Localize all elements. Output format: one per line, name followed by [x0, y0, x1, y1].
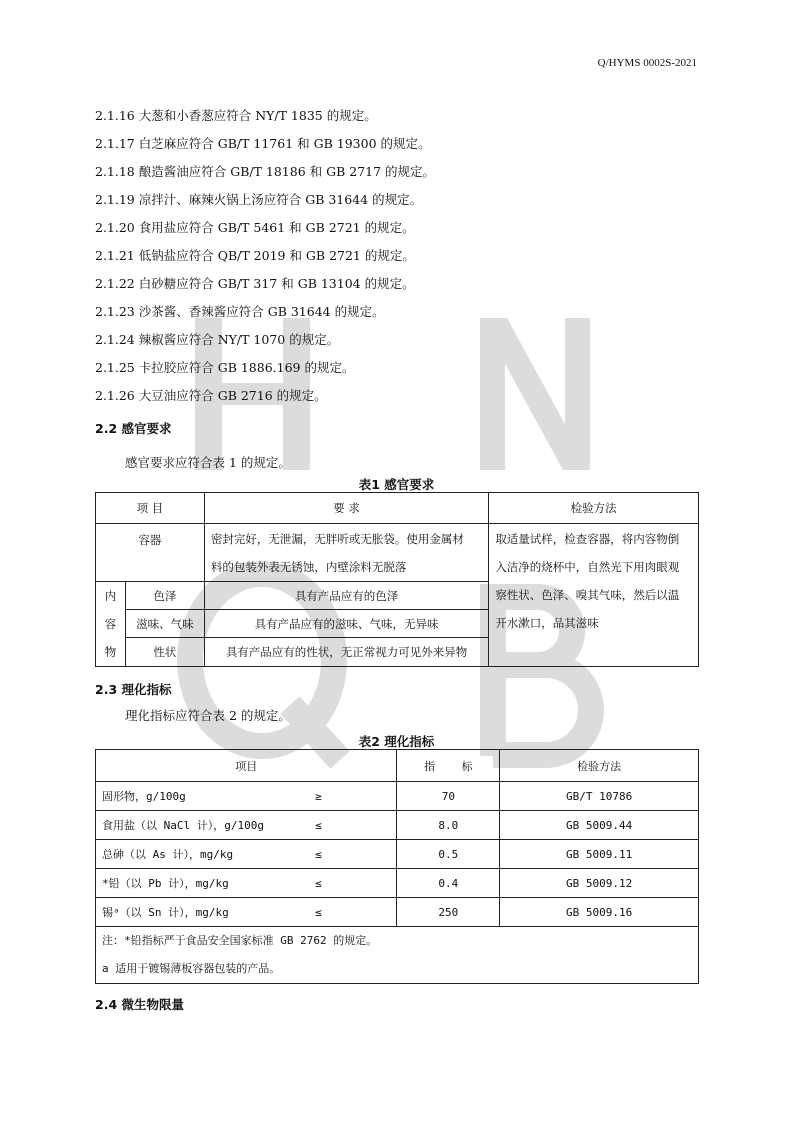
text: 察性状、色泽、嗅其气味，然后以温 [495, 588, 680, 602]
clause-line: 2.1.25 卡拉胶应符合 GB 1886.169 的规定。 [95, 360, 355, 375]
header-cell: 项 目 [96, 493, 205, 524]
header-cell: 指 标 [397, 750, 500, 782]
table-row [96, 811, 699, 840]
table-row [96, 782, 699, 811]
document-code: Q/HYMS 0002S-2021 [597, 57, 697, 69]
value-cell: 70 [397, 782, 500, 811]
item-cell: 总砷（以 As 计），mg/kg [96, 840, 316, 869]
table-caption: 表1 感官要求 [358, 477, 435, 492]
value-cell: 0.5 [397, 840, 500, 869]
method-cell: GB 5009.11 [500, 840, 699, 869]
sensory-table [95, 492, 699, 667]
physicochemical-table [95, 749, 699, 984]
section-heading: 2.2 感官要求 [95, 421, 172, 436]
table-caption: 表2 理化指标 [358, 734, 435, 749]
clause-line: 2.1.16 大葱和小香葱应符合 NY/T 1835 的规定。 [95, 108, 377, 123]
table-header-row [96, 750, 699, 782]
note: a 适用于镀锡薄板容器包装的产品。 [102, 962, 281, 975]
text: 开水漱口，品其滋味 [495, 616, 599, 630]
item-cell: *铅（以 Pb 计），mg/kg [96, 869, 316, 898]
header-cell: 要 求 [204, 493, 488, 524]
section-heading: 2.4 微生物限量 [95, 997, 184, 1012]
item-cell: 滋味、气味 [125, 610, 204, 638]
item-cell: 固形物，g/100g [96, 782, 316, 811]
item-cell: 食用盐（以 NaCl 计），g/100g [96, 811, 316, 840]
operator-cell: ≤ [315, 840, 397, 869]
clause-line: 2.1.26 大豆油应符合 GB 2716 的规定。 [95, 388, 327, 403]
section-text: 感官要求应符合表 1 的规定。 [125, 455, 291, 470]
clause-line: 2.1.24 辣椒酱应符合 NY/T 1070 的规定。 [95, 332, 340, 347]
operator-cell: ≥ [315, 782, 397, 811]
text: 物 [104, 645, 117, 659]
group-cell [96, 582, 126, 667]
clause-line: 2.1.22 白砂糖应符合 GB/T 317 和 GB 13104 的规定。 [95, 276, 415, 291]
requirement-cell [204, 524, 488, 582]
clause-line: 2.1.17 白芝麻应符合 GB/T 11761 和 GB 19300 的规定。 [95, 136, 431, 151]
value-cell: 250 [397, 898, 500, 927]
item-cell: 色泽 [125, 582, 204, 610]
method-cell: GB 5009.44 [500, 811, 699, 840]
operator-cell: ≤ [315, 811, 397, 840]
method-cell: GB/T 10786 [500, 782, 699, 811]
section-text: 理化指标应符合表 2 的规定。 [125, 708, 291, 723]
method-cell [489, 524, 699, 667]
header-cell: 检验方法 [489, 493, 699, 524]
watermark-letter-n [480, 318, 590, 470]
text: 容 [104, 617, 117, 631]
table-row [96, 840, 699, 869]
requirement-cell: 具有产品应有的滋味、气味，无异味 [204, 610, 488, 638]
clause-line: 2.1.23 沙茶酱、香辣酱应符合 GB 31644 的规定。 [95, 304, 385, 319]
table-row [96, 869, 699, 898]
section-heading: 2.3 理化指标 [95, 682, 172, 697]
method-cell: GB 5009.12 [500, 869, 699, 898]
clause-line: 2.1.21 低钠盐应符合 QB/T 2019 和 GB 2721 的规定。 [95, 248, 415, 263]
header-cell: 检验方法 [500, 750, 699, 782]
item-cell: 性状 [125, 638, 204, 667]
notes-row [96, 927, 699, 984]
table-header-row [96, 493, 699, 524]
operator-cell: ≤ [315, 869, 397, 898]
table-row [96, 524, 699, 582]
notes-cell [96, 927, 699, 984]
clause-line: 2.1.18 酿造酱油应符合 GB/T 18186 和 GB 2717 的规定。 [95, 164, 436, 179]
requirement-cell: 具有产品应有的色泽 [204, 582, 488, 610]
method-cell: GB 5009.16 [500, 898, 699, 927]
clause-line: 2.1.19 凉拌汁、麻辣火锅上汤应符合 GB 31644 的规定。 [95, 192, 423, 207]
clause-line: 2.1.20 食用盐应符合 GB/T 5461 和 GB 2721 的规定。 [95, 220, 415, 235]
header-cell: 项目 [96, 750, 397, 782]
table-row [96, 898, 699, 927]
text: 入洁净的烧杯中，自然光下用肉眼观 [495, 560, 680, 574]
text: 内 [104, 589, 117, 603]
requirement-cell: 具有产品应有的性状，无正常视力可见外来异物 [204, 638, 488, 667]
text: 料的包装外表无锈蚀，内壁涂料无脱落 [210, 559, 407, 574]
value-cell: 8.0 [397, 811, 500, 840]
item-cell: 容器 [96, 524, 205, 582]
note: 注：*铅指标严于食品安全国家标准 GB 2762 的规定。 [102, 934, 378, 947]
operator-cell: ≤ [315, 898, 397, 927]
item-cell: 锡ᵃ（以 Sn 计），mg/kg [96, 898, 316, 927]
text: 取适量试样，检查容器，将内容物倒 [495, 532, 680, 546]
value-cell: 0.4 [397, 869, 500, 898]
text: 密封完好，无泄漏，无胖听或无胀袋。使用金属材 [210, 531, 464, 546]
